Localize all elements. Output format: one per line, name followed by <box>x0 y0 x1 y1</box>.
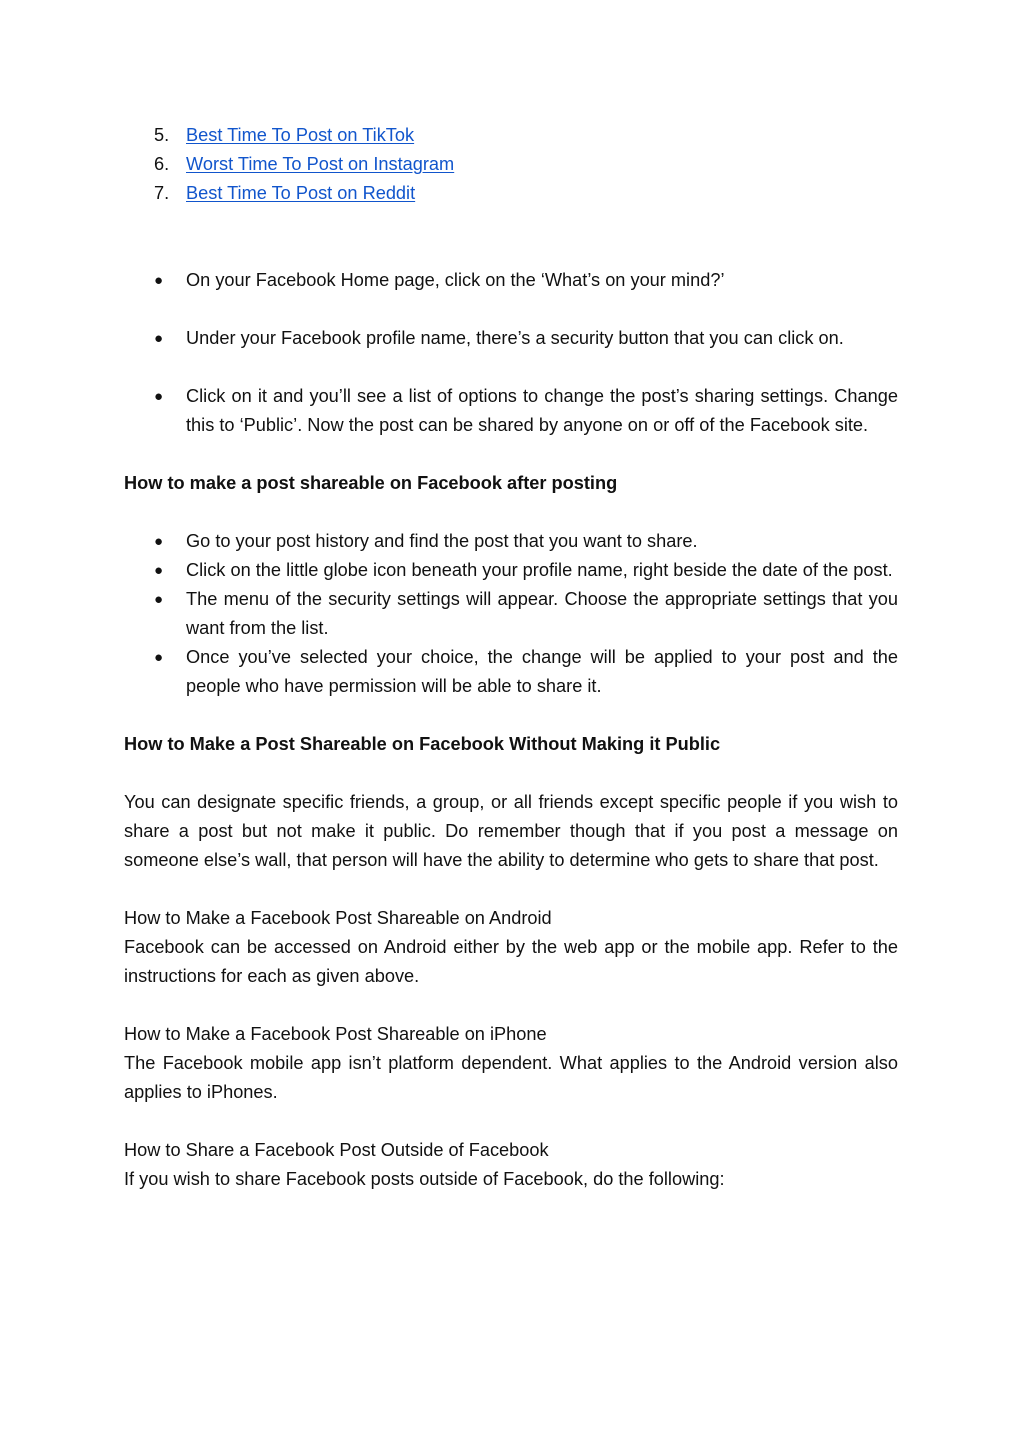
after-posting-steps-list <box>124 527 898 701</box>
link-worst-time-instagram[interactable]: Worst Time To Post on Instagram <box>186 154 455 174</box>
list-item-text: Under your Facebook profile name, there’s a security button that you can click on. <box>186 328 844 348</box>
list-item <box>124 150 898 179</box>
related-links-list <box>124 121 898 208</box>
list-item-text: The menu of the security settings will appear. Choose the appropriate settings that you want from the list. <box>186 589 898 638</box>
list-item-text: Go to your post history and find the post that you want to share. <box>186 531 698 551</box>
list-number: 7. <box>154 183 170 203</box>
section-heading: How to Make a Post Shareable on Facebook Without Making it Public <box>124 734 721 754</box>
list-item <box>124 266 898 295</box>
bullet-icon: ● <box>154 330 164 347</box>
list-item-text: Click on the little globe icon beneath your profile name, right beside the date of the post. <box>186 560 893 580</box>
paragraph: You can designate specific friends, a group, or all friends except specific people if you wish to share a post but not make it public. Do remember though that if you post a message on someone else’s wall, that person will have the ability to determine who gets to share that post. <box>124 792 898 870</box>
paragraph: If you wish to share Facebook posts outside of Facebook, do the following: <box>124 1169 725 1189</box>
spacer <box>124 295 898 324</box>
list-item <box>124 585 898 643</box>
paragraph: Facebook can be accessed on Android either by the web app or the mobile app. Refer to the instructions for each as given above. <box>124 937 898 986</box>
list-number: 6. <box>154 154 170 174</box>
list-item <box>124 527 898 556</box>
list-item-text: Click on it and you’ll see a list of options to change the post’s sharing settings. Change this to ‘Public’. Now the post can be shared by anyone on or off of the Facebook site. <box>186 386 898 435</box>
bullet-icon: ● <box>154 591 164 608</box>
spacer <box>124 701 898 730</box>
link-best-time-reddit[interactable]: Best Time To Post on Reddit <box>186 183 416 203</box>
list-item <box>124 324 898 353</box>
spacer <box>124 759 898 788</box>
spacer <box>124 440 898 469</box>
list-item <box>124 179 898 208</box>
spacer <box>124 498 898 527</box>
list-item-text: Once you’ve selected your choice, the change will be applied to your post and the people who have permission will be able to share it. <box>186 647 898 696</box>
list-item <box>124 643 898 701</box>
list-item <box>124 382 898 440</box>
paragraph: The Facebook mobile app isn’t platform dependent. What applies to the Android version also applies to iPhones. <box>124 1053 898 1102</box>
spacer <box>124 991 898 1020</box>
spacer <box>124 208 898 266</box>
bullet-icon: ● <box>154 388 164 405</box>
subsection-title: How to Make a Facebook Post Shareable on Android <box>124 908 552 928</box>
list-item <box>124 121 898 150</box>
list-item <box>124 556 898 585</box>
subsection-title: How to Share a Facebook Post Outside of Facebook <box>124 1140 549 1160</box>
list-number: 5. <box>154 125 170 145</box>
spacer <box>124 353 898 382</box>
subsection-title: How to Make a Facebook Post Shareable on iPhone <box>124 1024 547 1044</box>
link-best-time-tiktok[interactable]: Best Time To Post on TikTok <box>186 125 415 145</box>
bullet-icon: ● <box>154 272 164 289</box>
bullet-icon: ● <box>154 562 164 579</box>
spacer <box>124 1107 898 1136</box>
spacer <box>124 875 898 904</box>
public-steps-list <box>124 266 898 440</box>
document-page <box>124 121 898 1194</box>
list-item-text: On your Facebook Home page, click on the ‘What’s on your mind?’ <box>186 270 725 290</box>
bullet-icon: ● <box>154 533 164 550</box>
bullet-icon: ● <box>154 649 164 666</box>
section-heading: How to make a post shareable on Facebook after posting <box>124 473 618 493</box>
